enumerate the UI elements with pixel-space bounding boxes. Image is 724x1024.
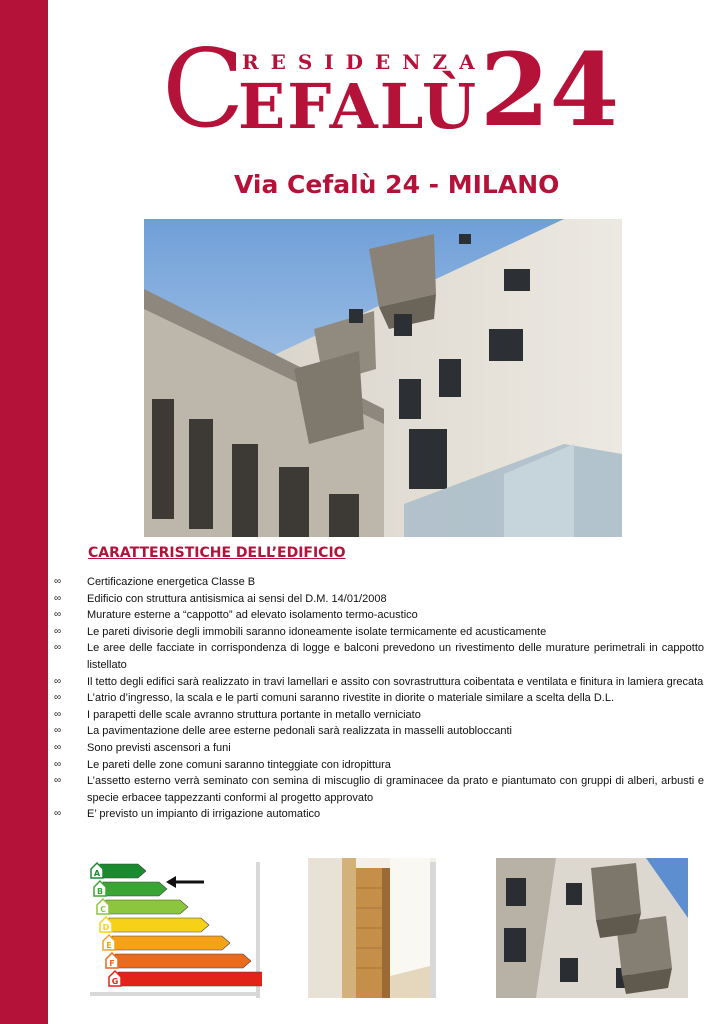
list-item	[54, 640, 704, 673]
logo-name: EFALÙ	[238, 70, 479, 143]
bullet-icon: ∞	[54, 775, 62, 787]
list-item	[54, 674, 704, 691]
bullet-icon: ∞	[54, 675, 62, 687]
energy-class-label: E	[106, 941, 112, 950]
logo-residenza-text: RESIDENZA	[242, 50, 487, 74]
energy-class-graphic	[86, 858, 262, 998]
bullet-icon: ∞	[54, 758, 62, 770]
energy-bar-a	[100, 864, 146, 878]
energy-class-label: G	[111, 977, 119, 986]
feature-text: Le aree delle facciate in corrispondenza di logge e balconi prevedono un rivestimento delle murature perimetrali in cappotto listellato	[87, 642, 704, 671]
energy-class-label: C	[100, 905, 106, 914]
feature-text: Murature esterne a “cappotto” ad elevato isolamento termo-acustico	[87, 609, 418, 622]
bullet-icon: ∞	[54, 692, 62, 704]
bullet-icon: ∞	[54, 576, 62, 587]
building-balconies-photo	[496, 858, 688, 998]
feature-text: L’atrio d’ingresso, la scala e le parti comuni saranno rivestite in diorite o materiale similare a scelta della D.L.	[87, 692, 615, 705]
list-item	[54, 707, 704, 724]
energy-class-label: A	[93, 869, 101, 878]
bullet-icon: ∞	[54, 725, 62, 737]
insulation-wall-photo	[308, 858, 436, 998]
list-item	[54, 723, 704, 740]
residenza-logo	[162, 27, 622, 154]
energy-bar-d	[109, 918, 209, 932]
list-item	[54, 574, 704, 591]
bullet-icon: ∞	[54, 642, 62, 654]
list-item	[54, 806, 704, 823]
feature-text: Certificazione energetica Classe B	[87, 576, 256, 588]
feature-text: Le pareti delle zone comuni saranno tinteggiate con idropittura	[87, 758, 391, 771]
feature-text: E’ previsto un impianto di irrigazione automatico	[87, 808, 321, 821]
bullet-icon: ∞	[54, 625, 62, 637]
energy-bar-f	[115, 954, 251, 968]
list-item	[54, 690, 704, 707]
energy-class-label: B	[96, 887, 104, 896]
list-item	[54, 740, 704, 757]
list-item	[54, 757, 704, 774]
brand-sidebar-stripe	[0, 0, 48, 1024]
bullet-icon: ∞	[54, 808, 62, 820]
list-item	[54, 607, 704, 624]
energy-class-label: D	[102, 923, 110, 932]
energy-bar-c	[106, 900, 188, 914]
energy-bar-e	[112, 936, 230, 950]
address-heading: Via Cefalù 24 - MILANO	[234, 170, 560, 199]
feature-text: I parapetti delle scale avranno struttura portante in metallo verniciato	[87, 708, 421, 721]
energy-class-label: F	[109, 959, 115, 968]
feature-text: Il tetto degli edifici sarà realizzato in travi lamellari e assito con sovrastruttura coibentata e ventilata e finitura in lamiera grecata	[87, 675, 704, 688]
energy-bar-g	[118, 972, 262, 986]
section-title: CARATTERISTICHE DELL’EDIFICIO	[88, 545, 346, 561]
logo-number: 24	[480, 31, 620, 149]
bullet-icon: ∞	[54, 741, 62, 753]
logo-initial: C	[162, 27, 245, 152]
hero-building-photo	[144, 219, 622, 537]
feature-text: Le pareti divisorie degli immobili saranno idoneamente isolate termicamente ed acusticamente	[87, 625, 547, 638]
bullet-icon: ∞	[54, 609, 62, 621]
list-item	[54, 591, 704, 608]
feature-text: Edificio con struttura antisismica ai sensi del D.M. 14/01/2008	[87, 592, 387, 605]
list-item	[54, 624, 704, 641]
features-list	[54, 574, 704, 823]
bullet-icon: ∞	[54, 592, 62, 604]
list-item	[54, 773, 704, 806]
feature-text: L’assetto esterno verrà seminato con semina di miscuglio di graminacee da prato e piantumato con gruppi di alberi, arbusti e specie erbacee tappezzanti conformi al progetto approvato	[87, 775, 704, 804]
bullet-icon: ∞	[54, 708, 62, 720]
energy-bar-b	[103, 882, 167, 896]
feature-text: Sono previsti ascensori a funi	[87, 741, 231, 754]
feature-text: La pavimentazione delle aree esterne pedonali sarà realizzata in masselli autobloccanti	[87, 725, 512, 738]
